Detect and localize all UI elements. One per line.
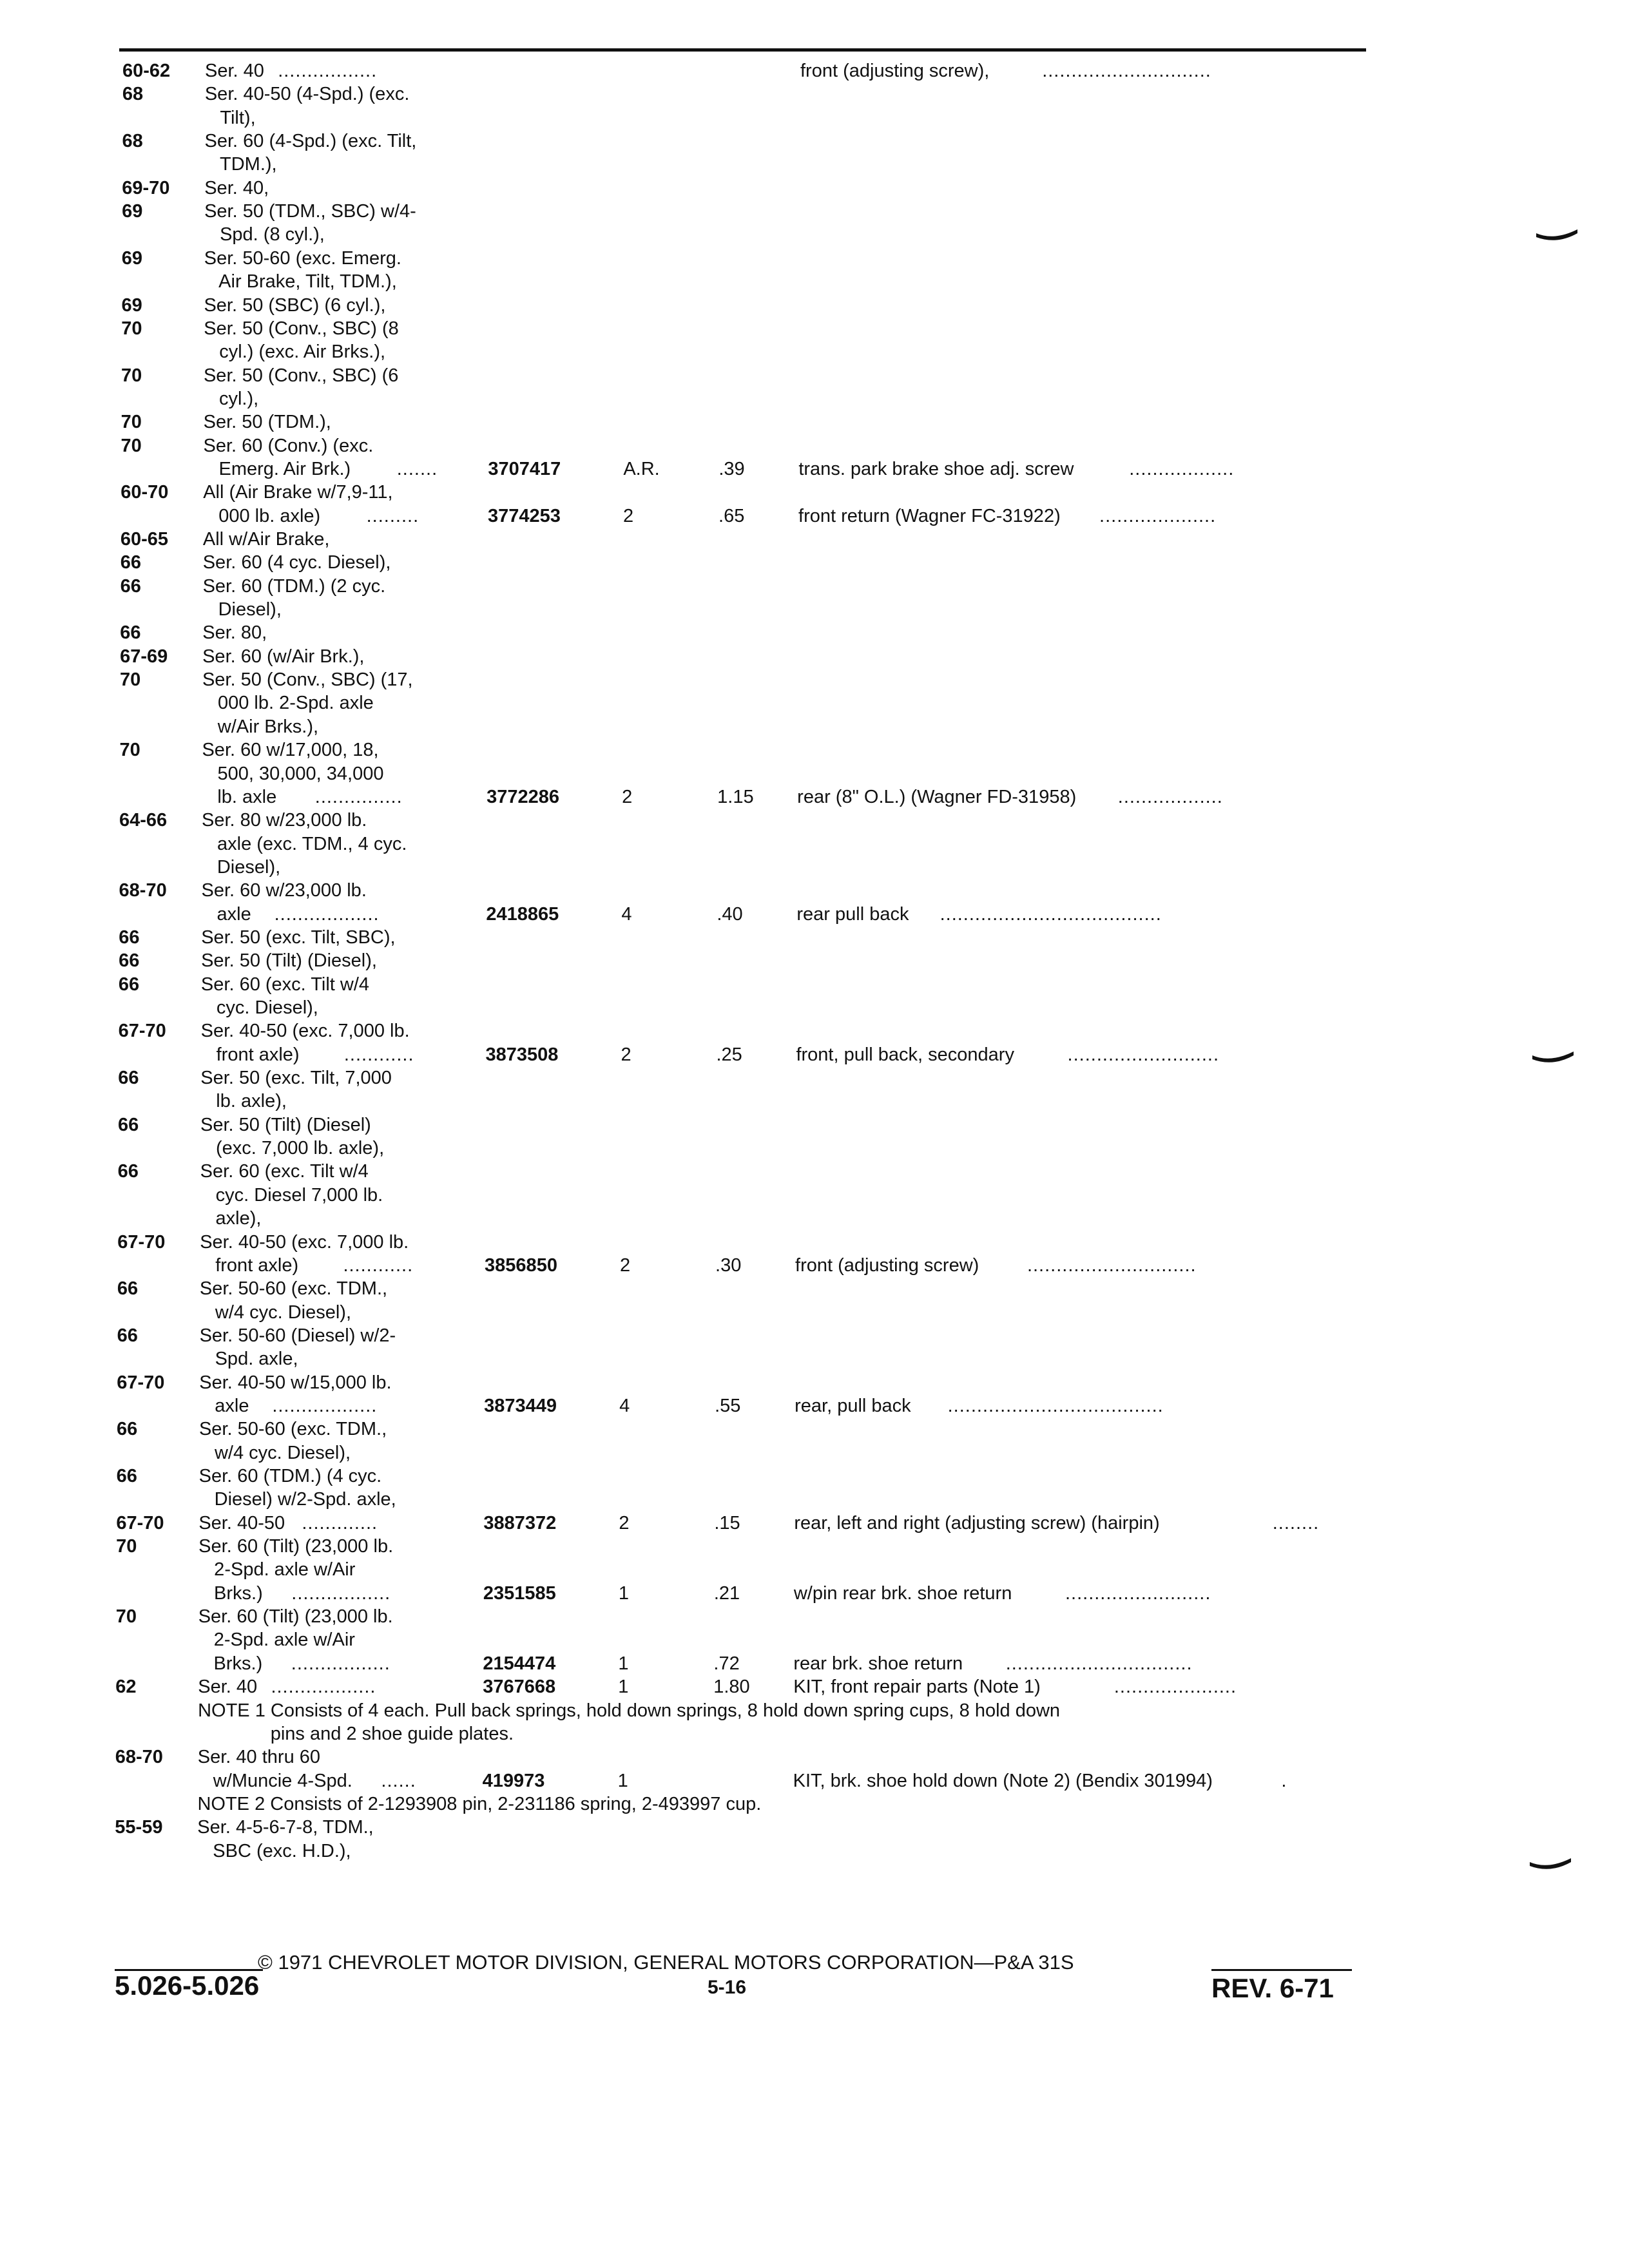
model-year: 60-70 (120, 482, 169, 503)
part-description: front (adjusting screw) (795, 1254, 979, 1276)
model-year: 67-70 (116, 1512, 164, 1533)
dot-leader: .......................... (1067, 1044, 1220, 1065)
part-number: 3887372 (483, 1512, 557, 1533)
quantity: 1 (617, 1770, 628, 1791)
part-description: rear pull back (796, 903, 909, 925)
price: .15 (714, 1512, 740, 1533)
footer-rule-right (1211, 1969, 1352, 1971)
dot-leader: .................... (1099, 505, 1217, 526)
application-text: cyc. Diesel), (200, 997, 318, 1018)
application-text: Ser. 40-50 (exc. 7,000 lb. (200, 1021, 410, 1042)
application-text: front axle) (200, 1254, 299, 1276)
dot-leader: ............................. (1042, 61, 1211, 81)
application-text: front axle) (200, 1044, 300, 1065)
model-year: 66 (118, 974, 140, 995)
model-year: 66 (116, 1419, 138, 1440)
application-text: Ser. 60 (TDM.) (2 cyc. (202, 575, 386, 597)
dot-leader: ............... (314, 786, 403, 807)
price: 1.15 (717, 786, 754, 807)
application-text: Ser. 50-60 (Diesel) w/2- (199, 1325, 396, 1346)
model-year: 70 (119, 669, 141, 691)
application-text: Diesel), (201, 856, 281, 878)
price: .40 (717, 903, 743, 925)
part-number: 3707417 (488, 458, 561, 479)
dot-leader: .................. (1117, 786, 1223, 807)
quantity: 2 (621, 1044, 631, 1065)
price: .21 (713, 1582, 740, 1604)
dot-leader: ................................ (1005, 1653, 1193, 1674)
part-description: KIT, front repair parts (Note 1) (793, 1677, 1041, 1698)
application-text: Ser. 60 w/23,000 lb. (201, 880, 367, 901)
application-text: Ser. 60 (Tilt) (23,000 lb. (198, 1536, 394, 1557)
quantity: 2 (622, 786, 633, 807)
part-number: 3873449 (484, 1395, 557, 1416)
price: .72 (713, 1653, 740, 1674)
price: .30 (715, 1254, 742, 1276)
model-year: 66 (119, 950, 140, 972)
application-text: cyl.) (exc. Air Brks.), (204, 341, 386, 363)
application-text: cyc. Diesel 7,000 lb. (200, 1184, 383, 1206)
model-year: 66 (117, 1161, 139, 1182)
application-text: Ser. 40 (205, 61, 264, 81)
price: .55 (715, 1395, 741, 1416)
model-year: 55-59 (115, 1817, 163, 1838)
dot-leader: ................. (278, 61, 378, 81)
application-text: Diesel) w/2-Spd. axle, (198, 1489, 396, 1510)
dot-leader: ................. (291, 1582, 391, 1604)
application-text: axle), (200, 1208, 262, 1229)
dot-leader: ...... (381, 1770, 416, 1791)
application-text: pins and 2 shoe guide plates. (197, 1723, 514, 1744)
model-year: 60-62 (122, 61, 171, 81)
application-text: Ser. 60 (w/Air Brk.), (202, 646, 365, 667)
application-text: Ser. 50 (Tilt) (Diesel) (200, 1114, 371, 1135)
model-year: 66 (120, 575, 141, 597)
application-text: SBC (exc. H.D.), (197, 1840, 351, 1861)
model-year: 70 (116, 1536, 137, 1557)
application-text: Ser. 50 (Tilt) (Diesel), (201, 950, 377, 972)
application-text: Ser. 50 (exc. Tilt, 7,000 (200, 1068, 392, 1089)
model-year: 70 (115, 1606, 137, 1628)
model-year: 64-66 (119, 810, 168, 831)
revision-label: REV. 6-71 (1211, 1973, 1334, 2003)
quantity: 2 (623, 505, 634, 526)
part-description: front return (Wagner FC-31922) (798, 505, 1061, 526)
price: .65 (718, 505, 745, 526)
part-number: 419973 (482, 1770, 545, 1791)
quantity: 2 (619, 1512, 630, 1533)
model-year: 66 (120, 552, 141, 573)
application-text: (exc. 7,000 lb. axle), (200, 1138, 385, 1159)
model-year: 70 (121, 318, 142, 339)
model-year: 67-70 (117, 1372, 165, 1393)
part-number: 3772286 (487, 786, 560, 807)
model-year: 62 (115, 1677, 137, 1698)
model-year: 67-69 (120, 646, 168, 667)
part-description: front (adjusting screw), (800, 61, 990, 81)
dot-leader: . (1281, 1770, 1287, 1791)
model-year: 66 (117, 1278, 139, 1300)
part-number: 3767668 (483, 1677, 556, 1698)
application-text: Ser. 40-50 (4-Spd.) (exc. (204, 84, 410, 105)
application-text: Spd. axle, (199, 1349, 298, 1370)
application-text: axle (199, 1395, 249, 1416)
part-number: 3774253 (488, 505, 561, 526)
application-text: Ser. 60 (Conv.) (exc. (203, 435, 374, 456)
dot-leader: ....... (396, 458, 438, 479)
application-text: lb. axle (202, 786, 277, 807)
model-year: 66 (119, 927, 140, 948)
application-text: axle (exc. TDM., 4 cyc. (201, 833, 407, 854)
application-text: Brks.) (198, 1582, 263, 1604)
part-number: 2351585 (483, 1582, 556, 1604)
part-description: rear, pull back (795, 1395, 911, 1416)
dot-leader: ......................... (1065, 1582, 1211, 1604)
application-text: Ser. 40-50 (exc. 7,000 lb. (200, 1231, 409, 1253)
part-description: KIT, brk. shoe hold down (Note 2) (Bendix 301994) (793, 1770, 1213, 1791)
dot-leader: ............ (343, 1044, 414, 1065)
section-code: 5.026-5.026 (115, 1970, 260, 2001)
model-year: 68 (122, 131, 143, 152)
binder-mark-icon (1535, 227, 1580, 246)
model-year: 69 (122, 201, 143, 222)
page-number: 5-16 (708, 1977, 747, 1998)
application-text: Ser. 4-5-6-7-8, TDM., (197, 1817, 374, 1838)
application-text: Ser. 40-50 w/15,000 lb. (199, 1372, 392, 1393)
application-text: Ser. 40 (198, 1677, 258, 1698)
dot-leader: ............................. (1027, 1254, 1197, 1276)
model-year: 67-70 (118, 1021, 166, 1042)
application-text: Ser. 60 (4-Spd.) (exc. Tilt, (204, 131, 417, 152)
model-year: 66 (120, 622, 141, 644)
dot-leader: ...................................... (940, 903, 1162, 925)
model-year: 70 (120, 412, 142, 433)
model-year: 66 (116, 1466, 137, 1486)
application-text: Ser. 50-60 (exc. TDM., (199, 1278, 388, 1300)
model-year: 60-65 (120, 529, 169, 550)
application-text: Ser. 60 (TDM.) (4 cyc. (198, 1466, 382, 1486)
part-number: 2418865 (486, 903, 559, 925)
application-text: Ser. 60 (4 cyc. Diesel), (202, 552, 391, 573)
application-text: TDM.), (204, 154, 277, 175)
application-text: Ser. 60 (Tilt) (23,000 lb. (198, 1606, 393, 1628)
application-text: 500, 30,000, 34,000 (202, 763, 384, 784)
dot-leader: ..................... (1113, 1677, 1237, 1698)
part-description: rear (8" O.L.) (Wagner FD-31958) (797, 786, 1077, 807)
application-text: Air Brake, Tilt, TDM.), (204, 271, 397, 293)
model-year: 66 (117, 1325, 138, 1346)
application-text: Ser. 60 (exc. Tilt w/4 (200, 974, 370, 995)
dot-leader: ............. (302, 1512, 378, 1533)
quantity: 4 (619, 1395, 630, 1416)
application-text: cyl.), (203, 388, 259, 409)
model-year: 66 (118, 1068, 139, 1089)
application-text: 2-Spd. axle w/Air (198, 1559, 356, 1581)
quantity: A.R. (623, 458, 660, 479)
application-text: Ser. 50-60 (exc. TDM., (198, 1419, 387, 1440)
application-text: Ser. 60 (exc. Tilt w/4 (200, 1161, 369, 1182)
application-text: Ser. 40 thru 60 (197, 1747, 321, 1768)
application-text: Brks.) (198, 1653, 263, 1674)
model-year: 70 (119, 740, 140, 761)
dot-leader: ......... (366, 505, 419, 526)
model-year: 68-70 (119, 880, 167, 901)
application-text: Ser. 50 (Conv., SBC) (6 (203, 365, 399, 386)
price: 1.80 (713, 1677, 750, 1698)
application-text: 000 lb. axle) (203, 505, 321, 526)
application-text: Ser. 50 (SBC) (6 cyl.), (204, 294, 386, 316)
dot-leader: ............ (343, 1254, 414, 1276)
application-text: w/4 cyc. Diesel), (198, 1442, 351, 1463)
dot-leader: ................. (291, 1653, 390, 1674)
quantity: 1 (618, 1653, 629, 1674)
application-text: Ser. 50-60 (exc. Emerg. (204, 247, 401, 269)
dot-leader: ..................................... (947, 1395, 1164, 1416)
application-text: Ser. 50 (exc. Tilt, SBC), (201, 927, 396, 948)
quantity: 4 (621, 903, 632, 925)
quantity: 2 (620, 1254, 631, 1276)
application-text: NOTE 1 Consists of 4 each. Pull back springs, hold down springs, 8 hold down spring cups, 8 hold down (198, 1700, 1061, 1721)
model-year: 70 (120, 435, 142, 456)
application-text: axle (201, 903, 251, 925)
model-year: 68 (122, 84, 144, 105)
application-text: lb. axle), (200, 1091, 287, 1112)
model-year: 68-70 (115, 1747, 163, 1768)
part-description: front, pull back, secondary (796, 1044, 1014, 1065)
application-text: Ser. 80, (202, 622, 267, 644)
copyright-line: © 1971 CHEVROLET MOTOR DIVISION, GENERAL MOTORS CORPORATION—P&A 31S (258, 1951, 1074, 1974)
application-text: Spd. (8 cyl.), (204, 224, 325, 245)
part-number: 3873508 (485, 1044, 559, 1065)
model-year: 66 (117, 1114, 139, 1135)
dot-leader: ........ (1272, 1512, 1320, 1533)
application-text: All (Air Brake w/7,9-11, (203, 482, 393, 503)
dot-leader: .................. (274, 903, 380, 925)
binder-mark-icon (1531, 1049, 1576, 1068)
application-text: Ser. 40, (204, 177, 269, 198)
application-text: Ser. 50 (Conv., SBC) (17, (202, 669, 413, 691)
application-text: Ser. 50 (TDM.), (203, 412, 331, 433)
part-number: 2154474 (483, 1653, 556, 1674)
model-year: 70 (120, 365, 142, 386)
application-text: NOTE 2 Consists of 2-1293908 pin, 2-231186 spring, 2-493997 cup. (197, 1793, 762, 1814)
binder-mark-icon (1528, 1856, 1574, 1875)
application-text: w/4 cyc. Diesel), (199, 1302, 352, 1323)
part-description: trans. park brake shoe adj. screw (798, 458, 1074, 479)
application-text: Emerg. Air Brk.) (203, 458, 351, 479)
application-text: All w/Air Brake, (202, 529, 330, 550)
application-text: Diesel), (202, 599, 282, 620)
dot-leader: .................. (272, 1395, 378, 1416)
price: .25 (716, 1044, 742, 1065)
model-year: 67-70 (117, 1231, 166, 1253)
application-text: 000 lb. 2-Spd. axle (202, 693, 374, 714)
dot-leader: .................. (1129, 458, 1235, 479)
application-text: Ser. 60 w/17,000, 18, (202, 740, 379, 761)
application-text: Ser. 50 (TDM., SBC) w/4- (204, 201, 416, 222)
application-text: Tilt), (204, 107, 256, 128)
header-rule (119, 48, 1366, 52)
part-description: rear, left and right (adjusting screw) (hairpin) (794, 1512, 1160, 1533)
part-description: w/pin rear brk. shoe return (793, 1582, 1012, 1604)
application-text: 2-Spd. axle w/Air (198, 1629, 355, 1651)
application-text: Ser. 80 w/23,000 lb. (202, 810, 367, 831)
application-text: w/Air Brks.), (202, 716, 319, 737)
quantity: 1 (618, 1677, 629, 1698)
model-year: 69 (121, 294, 142, 316)
model-year: 69-70 (122, 177, 170, 198)
price: .39 (718, 458, 745, 479)
dot-leader: .................. (271, 1677, 376, 1698)
application-text: Ser. 50 (Conv., SBC) (8 (204, 318, 399, 339)
part-description: rear brk. shoe return (793, 1653, 963, 1674)
model-year: 69 (121, 247, 143, 269)
application-text: w/Muncie 4-Spd. (197, 1770, 352, 1791)
quantity: 1 (618, 1582, 629, 1604)
part-number: 3856850 (485, 1254, 557, 1276)
application-text: Ser. 40-50 (198, 1512, 285, 1533)
